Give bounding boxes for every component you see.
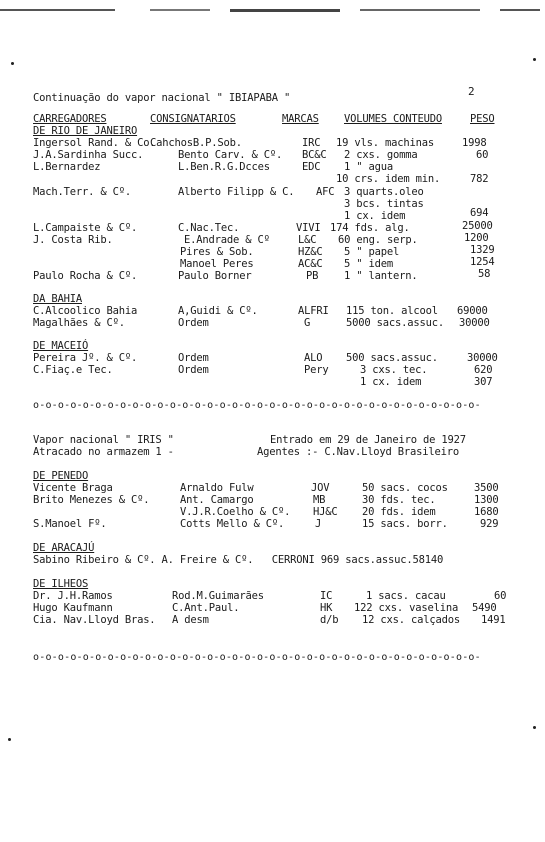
separator-line: o-o-o-o-o-o-o-o-o-o-o-o-o-o-o-o-o-o-o-o-o-o-o-o-o-o-o-o-o-o-o-o-o-o-o-o- <box>33 652 481 663</box>
volumes-cell: 30 fds. tec. <box>362 494 436 506</box>
consignee-cell: A,Guidi & Cº. <box>178 305 258 317</box>
volumes-cell: 1 cx. idem <box>360 376 422 388</box>
col-header-volumes-content: VOLUMES CONTEUDO <box>344 113 442 125</box>
mark-cell: J <box>315 518 322 530</box>
mark-cell: JOV <box>311 482 330 494</box>
volumes-cell: 5000 sacs.assuc. <box>346 317 444 329</box>
scan-speck <box>533 58 536 61</box>
mark-cell: L&C <box>298 234 317 246</box>
vessel-agents: Agentes :- C.Nav.Lloyd Brasileiro <box>257 446 460 458</box>
consignee-cell: Ordem <box>178 364 209 376</box>
volumes-cell: 20 fds. idem <box>362 506 436 518</box>
consignee-cell: Rod.M.Guimarães <box>172 590 264 602</box>
scan-noise <box>0 9 545 15</box>
mark-cell: VIVI <box>296 222 321 234</box>
mark-cell: Pery <box>304 364 329 376</box>
vessel-title: Vapor nacional " IRIS " <box>33 434 174 446</box>
section-origin: DE ARACAJÚ <box>33 542 95 554</box>
consignee-cell: E.Andrade & Cº <box>184 234 270 246</box>
mark-cell: HK <box>320 602 333 614</box>
weight-cell: 929 <box>480 518 499 530</box>
weight-cell: 1329 <box>470 244 495 256</box>
shipper-cell: L.Bernardez <box>33 161 101 173</box>
weight-cell: 307 <box>474 376 493 388</box>
mark-cell: HJ&C <box>313 506 338 518</box>
volumes-cell: 122 cxs. vaselina <box>354 602 459 614</box>
mark-cell: d/b <box>320 614 339 626</box>
shipper-cell: Pereira Jº. & Cº. <box>33 352 138 364</box>
mark-cell: G <box>304 317 311 329</box>
weight-cell: 69000 <box>457 305 488 317</box>
weight-cell: 5490 <box>472 602 497 614</box>
section-origin: DA BAHIA <box>33 293 82 305</box>
weight-cell: 620 <box>474 364 493 376</box>
weight-cell: 3500 <box>474 482 499 494</box>
col-header-weight: PESO <box>470 113 495 125</box>
mark-cell: EDC <box>302 161 321 173</box>
volumes-cell: 3 bcs. tintas <box>344 198 424 210</box>
table-row: Sabino Ribeiro & Cº. A. Freire & Cº. CERRONI 969 sacs.assuc.58140 <box>33 554 444 566</box>
section-origin: DE PENEDO <box>33 470 89 482</box>
shipper-cell: S.Manoel Fº. <box>33 518 107 530</box>
mark-cell: IRC <box>302 137 321 149</box>
shipper-cell: Ingersol Rand. & Co. <box>33 137 156 149</box>
shipper-cell: C.Fiaç.e Tec. <box>33 364 113 376</box>
scan-speck <box>11 62 14 65</box>
shipper-cell: Magalhães & Cº. <box>33 317 125 329</box>
scan-speck <box>8 738 11 741</box>
weight-cell: 782 <box>470 173 489 185</box>
volumes-cell: 15 sacs. borr. <box>362 518 448 530</box>
volumes-cell: 5 " idem <box>344 258 393 270</box>
shipper-cell: Dr. J.H.Ramos <box>33 590 113 602</box>
weight-cell: 25000 <box>462 220 493 232</box>
consignee-cell: Pires & Sob. <box>180 246 254 258</box>
mark-cell: PB <box>306 270 319 282</box>
volumes-cell: 3 cxs. tec. <box>360 364 428 376</box>
col-header-shippers: CARREGADORES <box>33 113 107 125</box>
consignee-cell: A desm <box>172 614 209 626</box>
mark-cell: ALFRI <box>298 305 329 317</box>
consignee-cell: C.Nac.Tec. <box>178 222 240 234</box>
volumes-cell: 174 fds. alg. <box>330 222 410 234</box>
volumes-cell: 1 " lantern. <box>344 270 418 282</box>
weight-cell: 1998 <box>462 137 487 149</box>
heading: Continuação do vapor nacional " IBIAPABA " <box>33 92 291 104</box>
weight-cell: 1491 <box>481 614 506 626</box>
mark-cell: AFC <box>316 186 335 198</box>
shipper-cell: Brito Menezes & Cº. <box>33 494 150 506</box>
shipper-cell: Hugo Kaufmann <box>33 602 113 614</box>
volumes-cell: 3 quarts.oleo <box>344 186 424 198</box>
weight-cell: 1200 <box>464 232 489 244</box>
consignee-cell: Alberto Filipp & C. <box>178 186 295 198</box>
mark-cell: AC&C <box>298 258 323 270</box>
scan-top-edge <box>0 0 545 6</box>
volumes-cell: 19 vls. machinas <box>336 137 434 149</box>
consignee-cell: Ordem <box>178 317 209 329</box>
volumes-cell: 1 " agua <box>344 161 393 173</box>
consignee-cell: Arnaldo Fulw <box>180 482 254 494</box>
shipper-cell: Vicente Braga <box>33 482 113 494</box>
volumes-cell: 500 sacs.assuc. <box>346 352 438 364</box>
shipper-cell: J.A.Sardinha Succ. <box>33 149 144 161</box>
mark-cell: HZ&C <box>298 246 323 258</box>
volumes-cell: 50 sacs. cocos <box>362 482 448 494</box>
volumes-cell: 1 sacs. cacau <box>366 590 446 602</box>
shipper-cell: C.Alcoolico Bahia <box>33 305 138 317</box>
page-number: 2 <box>468 85 475 98</box>
vessel-arrival: Entrado em 29 de Janeiro de 1927 <box>270 434 466 446</box>
volumes-cell: 12 cxs. calçados <box>362 614 460 626</box>
shipper-cell: J. Costa Rib. <box>33 234 113 246</box>
consignee-cell: Paulo Borner <box>178 270 252 282</box>
mark-cell: BC&C <box>302 149 327 161</box>
mark-cell: MB <box>313 494 326 506</box>
consignee-cell: Cotts Mello & Cº. <box>180 518 285 530</box>
mark-cell: ALO <box>304 352 323 364</box>
section-origin: DE RIO DE JANEIRO <box>33 125 138 137</box>
shipper-cell: L.Campaiste & Cº. <box>33 222 138 234</box>
shipper-cell: Cia. Nav.Lloyd Bras. <box>33 614 156 626</box>
weight-cell: 1300 <box>474 494 499 506</box>
weight-cell: 58 <box>478 268 491 280</box>
volumes-cell: 1 cx. idem <box>344 210 406 222</box>
volumes-cell: 115 ton. alcool <box>346 305 438 317</box>
consignee-cell: Ordem <box>178 352 209 364</box>
col-header-marks: MARCAS <box>282 113 319 125</box>
volumes-cell: 10 crs. idem min. <box>336 173 441 185</box>
consignee-cell: Ant. Camargo <box>180 494 254 506</box>
shipper-cell: Paulo Rocha & Cº. <box>33 270 138 282</box>
volumes-cell: 5 " papel <box>344 246 400 258</box>
weight-cell: 1680 <box>474 506 499 518</box>
weight-cell: 60 <box>494 590 507 602</box>
separator-line: o-o-o-o-o-o-o-o-o-o-o-o-o-o-o-o-o-o-o-o-o-o-o-o-o-o-o-o-o-o-o-o-o-o-o-o- <box>33 400 481 411</box>
weight-cell: 30000 <box>467 352 498 364</box>
consignee-cell: L.Ben.R.G.Dcces <box>178 161 270 173</box>
consignee-cell: V.J.R.Coelho & Cº. <box>180 506 291 518</box>
consignee-cell: Manoel Peres <box>180 258 254 270</box>
weight-cell: 30000 <box>459 317 490 329</box>
volumes-cell: 2 cxs. gomma <box>344 149 418 161</box>
col-header-consignees: CONSIGNATARIOS <box>150 113 236 125</box>
vessel-berth: Atracado no armazem 1 - <box>33 446 174 458</box>
mark-cell: IC <box>320 590 333 602</box>
weight-cell: 1254 <box>470 256 495 268</box>
consignee-cell: CahchosB.P.Sob. <box>150 137 242 149</box>
consignee-cell: Bento Carv. & Cº. <box>178 149 283 161</box>
consignee-cell: C.Ant.Paul. <box>172 602 240 614</box>
shipper-cell: Mach.Terr. & Cº. <box>33 186 131 198</box>
weight-cell: 60 <box>476 149 489 161</box>
volumes-cell: 60 eng. serp. <box>338 234 418 246</box>
weight-cell: 694 <box>470 207 489 219</box>
section-origin: DE MACEIÓ <box>33 340 89 352</box>
section-origin: DE ILHEOS <box>33 578 89 590</box>
scan-speck <box>533 726 536 729</box>
